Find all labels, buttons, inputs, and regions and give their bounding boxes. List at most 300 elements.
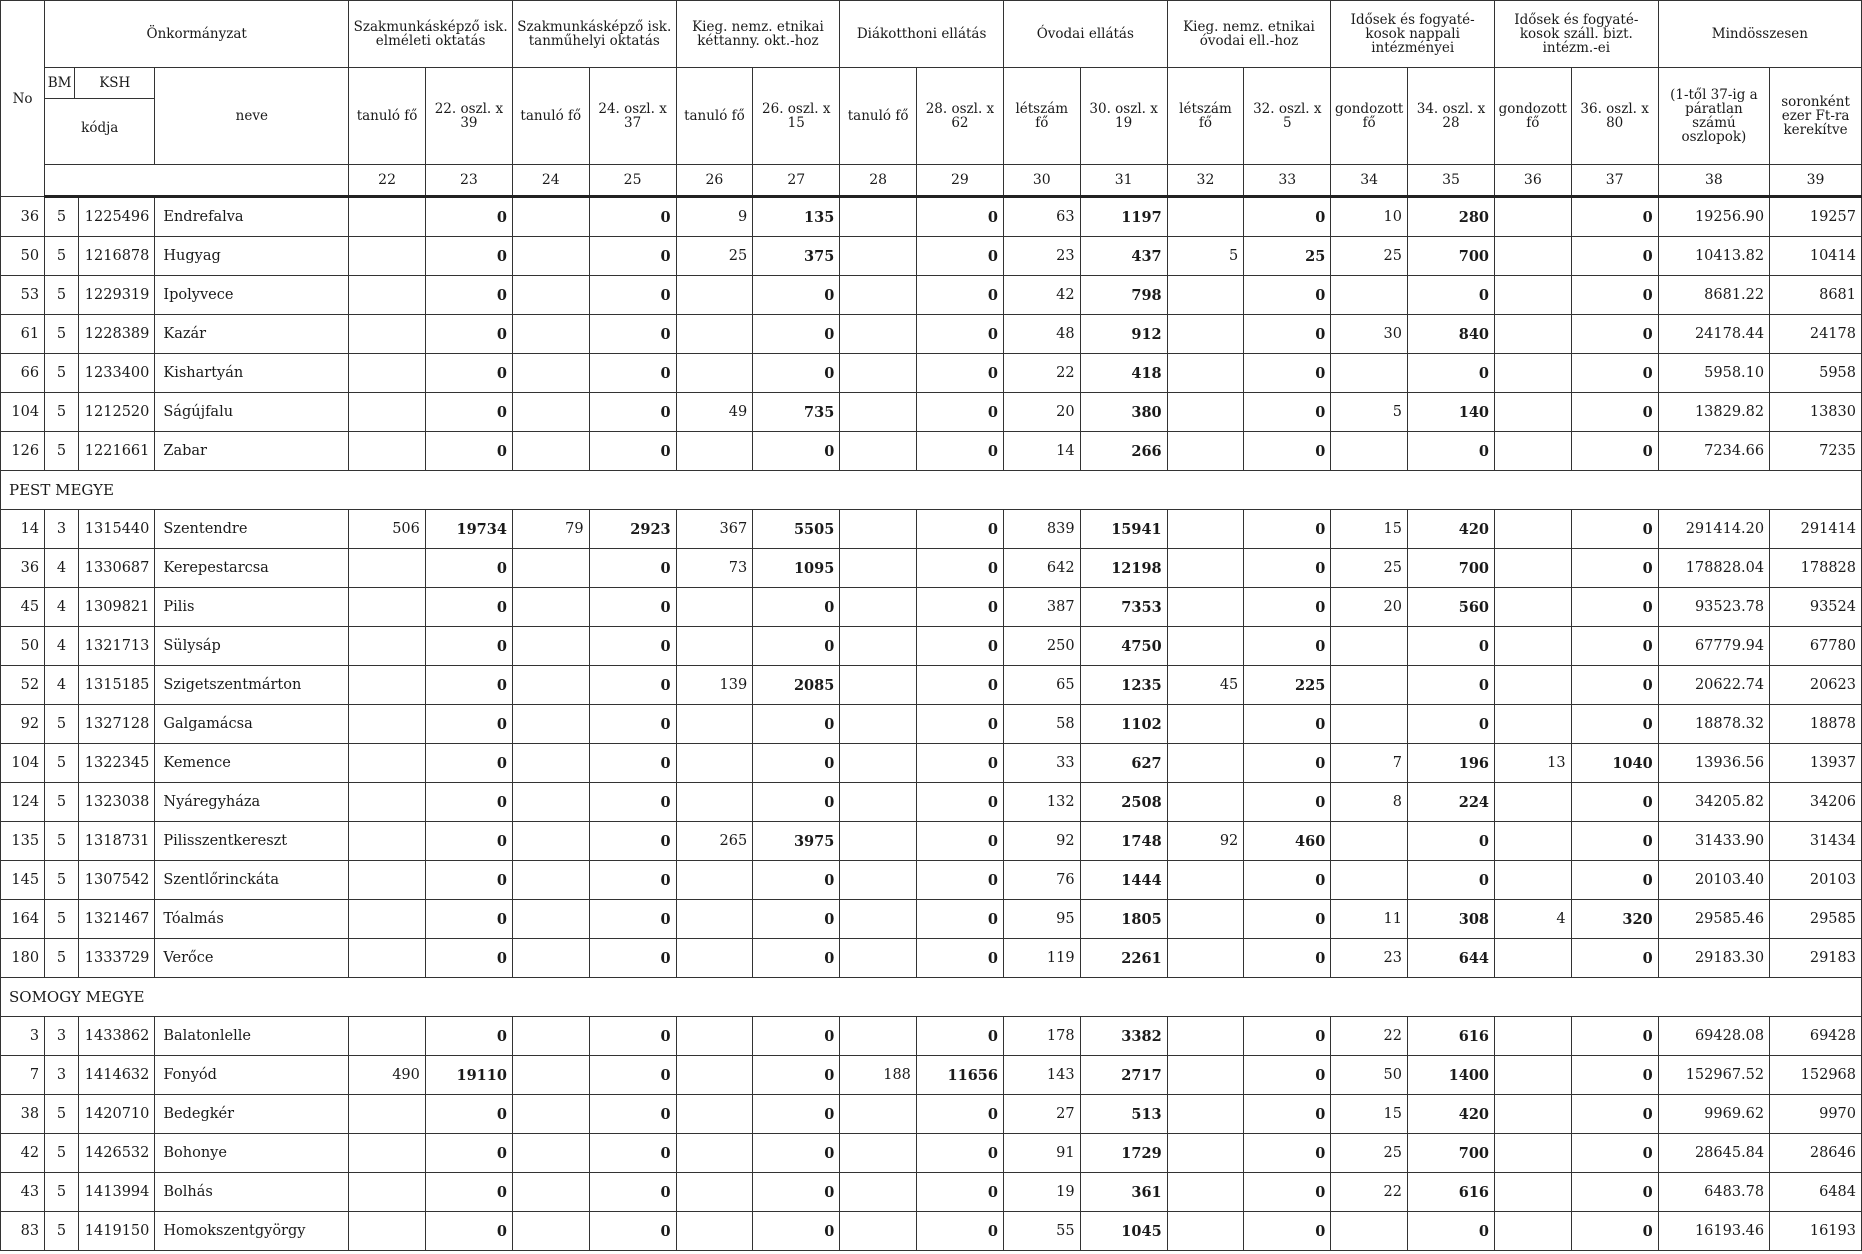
municipality-name: Balatonlelle — [155, 1017, 349, 1056]
value-cell — [1167, 744, 1244, 783]
group-header: Idősek és fogyaté-kosok száll. bizt. intézm.-ei — [1495, 1, 1659, 68]
value-cell: 0 — [589, 588, 676, 627]
value-cell — [1331, 276, 1408, 315]
value-cell: 16193.46 — [1658, 1212, 1769, 1251]
value-cell: 0 — [589, 1095, 676, 1134]
value-cell: 93523.78 — [1658, 588, 1769, 627]
value-cell — [1495, 861, 1572, 900]
value-cell: 0 — [1244, 783, 1331, 822]
municipality-name: Hugyag — [155, 237, 349, 276]
value-cell: 0 — [916, 627, 1003, 666]
bm-code: 5 — [45, 900, 79, 939]
value-cell — [1495, 666, 1572, 705]
table-body — [1, 197, 1862, 1251]
value-cell: 0 — [1407, 627, 1494, 666]
value-cell: 31434 — [1770, 822, 1862, 861]
municipality-name: Endrefalva — [155, 197, 349, 237]
value-cell: 6483.78 — [1658, 1173, 1769, 1212]
sub-header: 30. oszl. x 19 — [1080, 68, 1167, 165]
col-number: 26 — [676, 165, 753, 197]
value-cell: 0 — [589, 627, 676, 666]
value-cell: 0 — [1571, 1056, 1658, 1095]
value-cell — [512, 237, 589, 276]
value-cell: 10413.82 — [1658, 237, 1769, 276]
sub-header: gondozott fő — [1495, 68, 1572, 165]
value-cell: 7353 — [1080, 588, 1167, 627]
value-cell: 0 — [589, 1173, 676, 1212]
sub-header: tanuló fő — [840, 68, 917, 165]
value-cell: 490 — [349, 1056, 426, 1095]
table-row — [1, 432, 1862, 471]
value-cell: 418 — [1080, 354, 1167, 393]
value-cell: 0 — [589, 822, 676, 861]
value-cell: 19110 — [425, 1056, 512, 1095]
value-cell: 0 — [916, 1212, 1003, 1251]
value-cell: 0 — [1244, 939, 1331, 978]
value-cell: 0 — [916, 549, 1003, 588]
sub-header: 36. oszl. x 80 — [1571, 68, 1658, 165]
value-cell: 11656 — [916, 1056, 1003, 1095]
value-cell: 22 — [1331, 1173, 1408, 1212]
value-cell: 10 — [1331, 197, 1408, 237]
value-cell — [676, 1173, 753, 1212]
value-cell: 735 — [753, 393, 840, 432]
value-cell: 3975 — [753, 822, 840, 861]
value-cell: 700 — [1407, 237, 1494, 276]
value-cell: 0 — [425, 276, 512, 315]
group-header: Idősek és fogyaté-kosok nappali intézményei — [1331, 1, 1495, 68]
value-cell — [1495, 1212, 1572, 1251]
value-cell: 0 — [425, 1095, 512, 1134]
value-cell: 0 — [1571, 1212, 1658, 1251]
value-cell — [1167, 861, 1244, 900]
value-cell: 4750 — [1080, 627, 1167, 666]
value-cell: 616 — [1407, 1017, 1494, 1056]
value-cell — [1495, 197, 1572, 237]
value-cell: 0 — [425, 861, 512, 900]
value-cell: 0 — [1244, 315, 1331, 354]
row-no: 180 — [1, 939, 45, 978]
value-cell: 20103.40 — [1658, 861, 1769, 900]
sub-header: soronként ezer Ft-ra kerekítve — [1770, 68, 1862, 165]
value-cell: 0 — [916, 861, 1003, 900]
col-number: 35 — [1407, 165, 1494, 197]
value-cell: 23 — [1331, 939, 1408, 978]
table-row — [1, 627, 1862, 666]
value-cell — [840, 1134, 917, 1173]
value-cell: 0 — [589, 744, 676, 783]
value-cell — [840, 432, 917, 471]
table-row — [1, 900, 1862, 939]
value-cell: 0 — [1407, 354, 1494, 393]
value-cell: 5958 — [1770, 354, 1862, 393]
sub-header: gondozott fő — [1331, 68, 1408, 165]
value-cell: 0 — [425, 900, 512, 939]
kodja-header: kódja — [81, 120, 119, 136]
value-cell: 0 — [1244, 197, 1331, 237]
value-cell: 627 — [1080, 744, 1167, 783]
municipality-name: Pilisszentkereszt — [155, 822, 349, 861]
value-cell: 291414 — [1770, 510, 1862, 549]
row-no: 14 — [1, 510, 45, 549]
value-cell: 420 — [1407, 1095, 1494, 1134]
value-cell: 7235 — [1770, 432, 1862, 471]
table-row — [1, 1056, 1862, 1095]
row-no: 66 — [1, 354, 45, 393]
value-cell: 224 — [1407, 783, 1494, 822]
value-cell — [840, 861, 917, 900]
bm-code: 3 — [45, 1056, 79, 1095]
col-number: 34 — [1331, 165, 1408, 197]
value-cell — [840, 354, 917, 393]
value-cell: 8681.22 — [1658, 276, 1769, 315]
value-cell — [1167, 1173, 1244, 1212]
value-cell — [840, 666, 917, 705]
value-cell — [349, 1017, 426, 1056]
value-cell — [676, 315, 753, 354]
value-cell: 152968 — [1770, 1056, 1862, 1095]
value-cell: 616 — [1407, 1173, 1494, 1212]
value-cell: 196 — [1407, 744, 1494, 783]
row-no: 83 — [1, 1212, 45, 1251]
value-cell: 50 — [1331, 1056, 1408, 1095]
value-cell — [1495, 939, 1572, 978]
value-cell: 0 — [425, 315, 512, 354]
value-cell: 1748 — [1080, 822, 1167, 861]
ksh-code: 1414632 — [78, 1056, 155, 1095]
value-cell: 8681 — [1770, 276, 1862, 315]
value-cell — [512, 666, 589, 705]
ksh-code: 1327128 — [78, 705, 155, 744]
value-cell: 5958.10 — [1658, 354, 1769, 393]
group-header: Szakmunkásképző isk. tanműhelyi oktatás — [512, 1, 676, 68]
table-row — [1, 588, 1862, 627]
value-cell: 2508 — [1080, 783, 1167, 822]
value-cell: 0 — [1244, 627, 1331, 666]
value-cell — [349, 861, 426, 900]
value-cell — [512, 393, 589, 432]
ksh-code: 1315440 — [78, 510, 155, 549]
value-cell: 178 — [1003, 1017, 1080, 1056]
value-cell — [512, 1056, 589, 1095]
value-cell: 20 — [1003, 393, 1080, 432]
value-cell: 0 — [1571, 666, 1658, 705]
value-cell: 0 — [753, 354, 840, 393]
value-cell — [1167, 549, 1244, 588]
value-cell — [349, 627, 426, 666]
value-cell — [512, 197, 589, 237]
sub-header: 32. oszl. x 5 — [1244, 68, 1331, 165]
value-cell: 2923 — [589, 510, 676, 549]
value-cell: 380 — [1080, 393, 1167, 432]
row-no: 126 — [1, 432, 45, 471]
value-cell: 9970 — [1770, 1095, 1862, 1134]
value-cell — [840, 744, 917, 783]
value-cell — [840, 900, 917, 939]
value-cell — [349, 822, 426, 861]
value-cell: 69428 — [1770, 1017, 1862, 1056]
bm-code: 5 — [45, 822, 79, 861]
value-cell — [1495, 1017, 1572, 1056]
value-cell: 0 — [1571, 627, 1658, 666]
value-cell — [676, 744, 753, 783]
value-cell: 29183 — [1770, 939, 1862, 978]
value-cell — [676, 1095, 753, 1134]
value-cell: 0 — [916, 393, 1003, 432]
value-cell: 0 — [916, 1017, 1003, 1056]
value-cell — [349, 783, 426, 822]
value-cell: 29585.46 — [1658, 900, 1769, 939]
value-cell: 5 — [1167, 237, 1244, 276]
value-cell: 13936.56 — [1658, 744, 1769, 783]
table-row — [1, 549, 1862, 588]
municipality-name: Zabar — [155, 432, 349, 471]
municipality-name: Bolhás — [155, 1173, 349, 1212]
value-cell: 280 — [1407, 197, 1494, 237]
value-cell: 0 — [1244, 588, 1331, 627]
ksh-code: 1321713 — [78, 627, 155, 666]
bm-code: 3 — [45, 510, 79, 549]
value-cell: 24178.44 — [1658, 315, 1769, 354]
value-cell: 49 — [676, 393, 753, 432]
value-cell — [512, 1095, 589, 1134]
value-cell: 0 — [916, 354, 1003, 393]
value-cell: 0 — [589, 315, 676, 354]
bm-code: 5 — [45, 1173, 79, 1212]
ksh-code: 1225496 — [78, 197, 155, 237]
value-cell: 0 — [916, 1095, 1003, 1134]
sub-header: 26. oszl. x 15 — [753, 68, 840, 165]
value-cell: 225 — [1244, 666, 1331, 705]
value-cell — [1167, 510, 1244, 549]
value-cell: 0 — [753, 861, 840, 900]
value-cell: 0 — [916, 432, 1003, 471]
value-cell: 6484 — [1770, 1173, 1862, 1212]
value-cell: 25 — [1244, 237, 1331, 276]
bm-code: 5 — [45, 197, 79, 237]
ksh-code: 1323038 — [78, 783, 155, 822]
value-cell — [840, 1173, 917, 1212]
value-cell: 0 — [916, 705, 1003, 744]
value-cell: 0 — [1407, 1212, 1494, 1251]
col-number: 25 — [589, 165, 676, 197]
value-cell: 140 — [1407, 393, 1494, 432]
value-cell: 437 — [1080, 237, 1167, 276]
value-cell: 20 — [1331, 588, 1408, 627]
col-number: 29 — [916, 165, 1003, 197]
value-cell: 375 — [753, 237, 840, 276]
value-cell: 361 — [1080, 1173, 1167, 1212]
value-cell — [1495, 783, 1572, 822]
value-cell — [840, 237, 917, 276]
value-cell: 560 — [1407, 588, 1494, 627]
ksh-code: 1309821 — [78, 588, 155, 627]
value-cell — [840, 783, 917, 822]
value-cell: 839 — [1003, 510, 1080, 549]
no-header: No — [1, 1, 45, 197]
value-cell: 25 — [1331, 1134, 1408, 1173]
value-cell — [512, 354, 589, 393]
code-header — [45, 68, 155, 165]
value-cell — [349, 276, 426, 315]
value-cell — [1167, 354, 1244, 393]
col-number: 22 — [349, 165, 426, 197]
group-header: Mindösszesen — [1658, 1, 1861, 68]
group-header: Kieg. nemz. etnikai óvodai ell.-hoz — [1167, 1, 1331, 68]
county-section-row — [1, 978, 1862, 1017]
value-cell: 0 — [1244, 1017, 1331, 1056]
value-cell: 0 — [589, 549, 676, 588]
value-cell — [676, 1017, 753, 1056]
value-cell: 0 — [589, 197, 676, 237]
ksh-code: 1420710 — [78, 1095, 155, 1134]
value-cell: 34205.82 — [1658, 783, 1769, 822]
group-header: Óvodai ellátás — [1003, 1, 1167, 68]
value-cell: 0 — [916, 588, 1003, 627]
municipality-name: Fonyód — [155, 1056, 349, 1095]
bm-code: 5 — [45, 276, 79, 315]
value-cell: 1235 — [1080, 666, 1167, 705]
value-cell: 79 — [512, 510, 589, 549]
value-cell: 0 — [753, 1134, 840, 1173]
value-cell: 0 — [916, 939, 1003, 978]
value-cell — [676, 705, 753, 744]
value-cell — [676, 588, 753, 627]
value-cell — [1495, 1173, 1572, 1212]
value-cell: 92 — [1003, 822, 1080, 861]
value-cell: 0 — [1571, 1095, 1658, 1134]
value-cell — [349, 1095, 426, 1134]
table-row — [1, 237, 1862, 276]
value-cell — [349, 705, 426, 744]
value-cell: 15 — [1331, 1095, 1408, 1134]
value-cell: 0 — [916, 197, 1003, 237]
value-cell — [512, 1017, 589, 1056]
value-cell: 16193 — [1770, 1212, 1862, 1251]
bm-code: 4 — [45, 588, 79, 627]
row-no: 61 — [1, 315, 45, 354]
value-cell — [1167, 1095, 1244, 1134]
value-cell — [349, 549, 426, 588]
ksh-code: 1212520 — [78, 393, 155, 432]
row-no: 42 — [1, 1134, 45, 1173]
value-cell: 0 — [589, 939, 676, 978]
value-cell: 1805 — [1080, 900, 1167, 939]
value-cell — [1331, 705, 1408, 744]
value-cell: 0 — [1571, 276, 1658, 315]
value-cell — [840, 627, 917, 666]
value-cell — [512, 744, 589, 783]
value-cell: 0 — [1407, 666, 1494, 705]
value-cell: 67779.94 — [1658, 627, 1769, 666]
value-cell: 0 — [916, 1134, 1003, 1173]
value-cell: 387 — [1003, 588, 1080, 627]
bm-code: 5 — [45, 315, 79, 354]
value-cell: 1045 — [1080, 1212, 1167, 1251]
value-cell — [349, 900, 426, 939]
table-row — [1, 197, 1862, 237]
onkormanyzat-header: Önkormányzat — [45, 1, 349, 68]
value-cell: 45 — [1167, 666, 1244, 705]
municipality-name: Kerepestarcsa — [155, 549, 349, 588]
value-cell — [840, 197, 917, 237]
ksh-code: 1315185 — [78, 666, 155, 705]
value-cell: 0 — [589, 1017, 676, 1056]
value-cell — [1167, 588, 1244, 627]
municipality-name: Sülysáp — [155, 627, 349, 666]
row-no: 164 — [1, 900, 45, 939]
value-cell — [1167, 900, 1244, 939]
value-cell: 0 — [1407, 432, 1494, 471]
value-cell: 24178 — [1770, 315, 1862, 354]
table-row — [1, 354, 1862, 393]
value-cell: 0 — [1571, 510, 1658, 549]
sub-header: tanuló fő — [512, 68, 589, 165]
value-cell: 0 — [589, 783, 676, 822]
row-no: 43 — [1, 1173, 45, 1212]
row-no: 3 — [1, 1017, 45, 1056]
value-cell: 250 — [1003, 627, 1080, 666]
value-cell: 15 — [1331, 510, 1408, 549]
value-cell: 0 — [589, 861, 676, 900]
table-row — [1, 393, 1862, 432]
value-cell — [349, 393, 426, 432]
county-section-row — [1, 471, 1862, 510]
municipality-name: Homokszentgyörgy — [155, 1212, 349, 1251]
value-cell — [349, 197, 426, 237]
table-row — [1, 1095, 1862, 1134]
value-cell: 0 — [1244, 510, 1331, 549]
value-cell: 0 — [1244, 1056, 1331, 1095]
value-cell — [512, 705, 589, 744]
value-cell: 0 — [916, 666, 1003, 705]
value-cell: 42 — [1003, 276, 1080, 315]
value-cell — [1495, 354, 1572, 393]
ksh-code: 1318731 — [78, 822, 155, 861]
value-cell: 63 — [1003, 197, 1080, 237]
value-cell — [840, 588, 917, 627]
value-cell — [840, 1212, 917, 1251]
value-cell — [676, 900, 753, 939]
value-cell: 0 — [1571, 432, 1658, 471]
municipality-name: Kemence — [155, 744, 349, 783]
value-cell: 0 — [425, 197, 512, 237]
value-cell: 644 — [1407, 939, 1494, 978]
value-cell: 367 — [676, 510, 753, 549]
bm-header: BM — [45, 68, 75, 98]
row-no: 36 — [1, 197, 45, 237]
value-cell: 0 — [589, 432, 676, 471]
value-cell: 19256.90 — [1658, 197, 1769, 237]
value-cell: 0 — [1407, 861, 1494, 900]
value-cell: 10414 — [1770, 237, 1862, 276]
bm-code: 5 — [45, 1095, 79, 1134]
value-cell — [512, 1212, 589, 1251]
value-cell — [349, 432, 426, 471]
table-row — [1, 1017, 1862, 1056]
neve-header: neve — [155, 68, 349, 165]
value-cell: 55 — [1003, 1212, 1080, 1251]
ksh-code: 1233400 — [78, 354, 155, 393]
row-no: 145 — [1, 861, 45, 900]
value-cell — [512, 861, 589, 900]
value-cell: 1197 — [1080, 197, 1167, 237]
table-row — [1, 822, 1862, 861]
value-cell: 798 — [1080, 276, 1167, 315]
table-row — [1, 744, 1862, 783]
value-cell: 29585 — [1770, 900, 1862, 939]
value-cell: 0 — [425, 666, 512, 705]
